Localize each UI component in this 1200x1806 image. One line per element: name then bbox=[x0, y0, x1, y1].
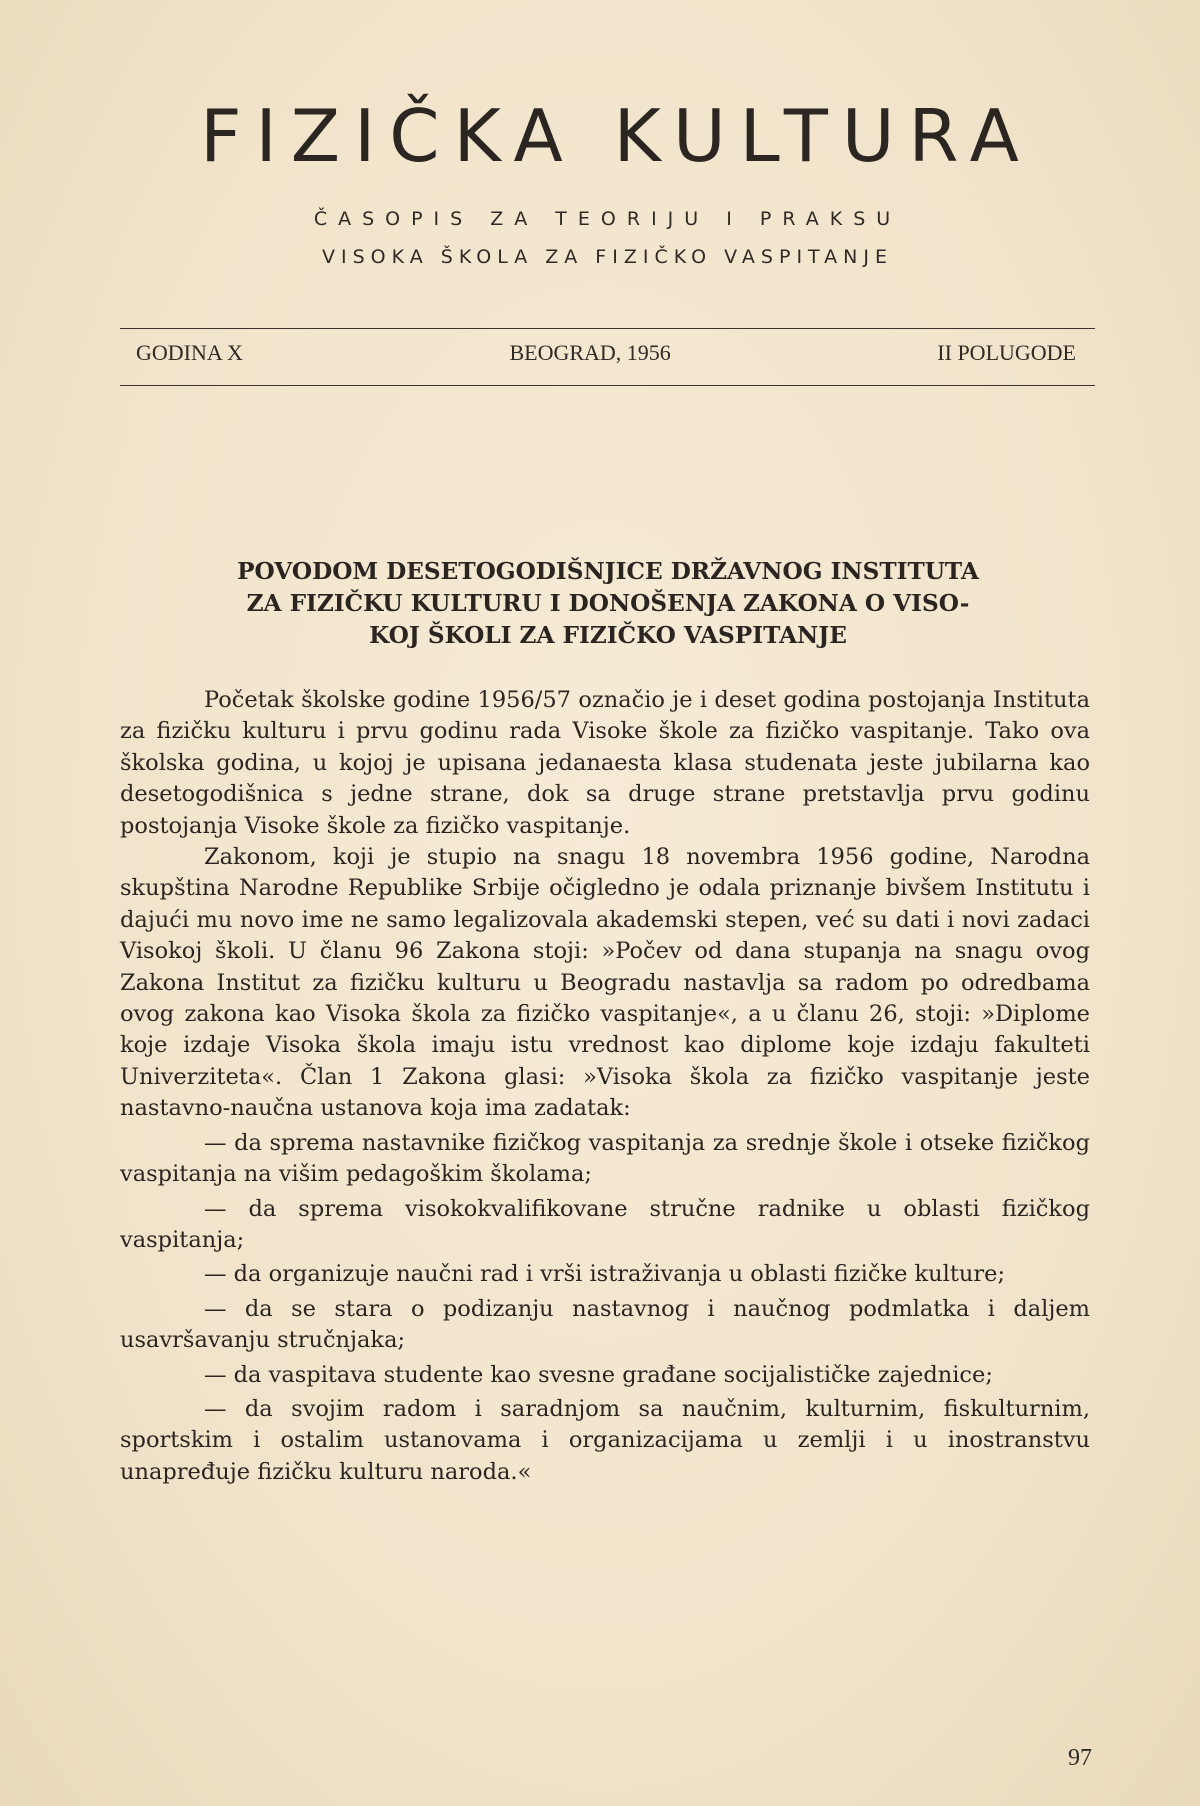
article-paragraph: Početak školske godine 1956/57 označio je i deset godina postojanja Instituta za fizičku kulturu i prvu godinu rada Visoke škole za fizičko vaspitanje. Tako ova školska godina, u kojoj je upisana jedanaesta klasa studenata jeste jubilarna kao desetogodišnica s jedne strane, dok sa druge strane pretstavlja prvu godinu postojanja Visoke škole za fizičko vaspitanje. bbox=[120, 687, 1090, 839]
law-task-item: — da se stara o podizanju nastavnog i naučnog podmlatka i daljem usavršavanju stručnjaka; bbox=[120, 1295, 1090, 1354]
issue-meta-row bbox=[136, 340, 1076, 366]
article-heading-line: KOJ ŠKOLI ZA FIZIČKO VASPITANJE bbox=[369, 622, 847, 649]
article-body bbox=[120, 685, 1090, 1488]
article-paragraph: Zakonom, koji je stupio na snagu 18 novembra 1956 godine, Narodna skupština Narodne Republike Srbije očigledno je odala priznanje bivšem Institutu i dajući mu novo ime ne samo legalizovala akademski stepen, već su dati i novi zadaci Visokoj školi. U članu 96 Zakona stoji: »Počev od dana stupanja na snagu ovog Zakona Institut za fizičku kulturu u Beogradu nastavlja sa radom po odredbama ovog zakona kao Visoka škola za fizičko vaspitanje«, a u članu 26, stoji: »Diplome koje izdaje Visoka škola imaju istu vrednost kao diplome koje izdaju fakulteti Univerziteta«. Član 1 Zakona glasi: »Visoka škola za fizičko vaspitanje jeste nastavno-naučna ustanova koja ima zadatak: bbox=[120, 844, 1090, 1122]
article-heading bbox=[118, 556, 1098, 652]
page-number: 97 bbox=[1068, 1745, 1092, 1771]
journal-subtitle: ČASOPIS ZA TEORIJU I PRAKSU bbox=[313, 208, 902, 230]
law-task-item: — da organizuje naučni rad i vrši istraživanja u oblasti fizičke kulture; bbox=[204, 1261, 1006, 1288]
law-task-item: — da vaspitava studente kao svesne građane socijalističke zajednice; bbox=[204, 1361, 993, 1388]
journal-title: FIZIČKA KULTURA bbox=[200, 94, 1033, 178]
issue-place-date: BEOGRAD, 1956 bbox=[509, 340, 671, 365]
masthead-rule-bottom bbox=[120, 385, 1095, 386]
issue-year: GODINA X bbox=[136, 340, 243, 365]
article-heading-line: ZA FIZIČKU KULTURU I DONOŠENJA ZAKONA O VISO- bbox=[246, 590, 970, 617]
article-heading-line: POVODOM DESETOGODIŠNJICE DRŽAVNOG INSTITUTA bbox=[237, 558, 979, 585]
masthead bbox=[120, 94, 1095, 268]
law-task-item: — da svojim radom i saradnjom sa naučnim, kulturnim, fiskulturnim, sportskim i ostalim ustanovama i organizacijama u zemlji i u inostranstvu unapređuje fizičku kulturu naroda.« bbox=[120, 1395, 1090, 1485]
issue-half-year: II POLUGODE bbox=[937, 340, 1076, 365]
law-task-item: — da sprema nastavnike fizičkog vaspitanja za srednje škole i otseke fizičkog vaspitanja na višim pedagoškim školama; bbox=[120, 1129, 1090, 1188]
journal-publisher: VISOKA ŠKOLA ZA FIZIČKO VASPITANJE bbox=[321, 246, 893, 268]
law-task-item: — da sprema visokokvalifikovane stručne radnike u oblasti fizičkog vaspitanja; bbox=[120, 1195, 1090, 1253]
masthead-rule-top bbox=[120, 328, 1095, 329]
